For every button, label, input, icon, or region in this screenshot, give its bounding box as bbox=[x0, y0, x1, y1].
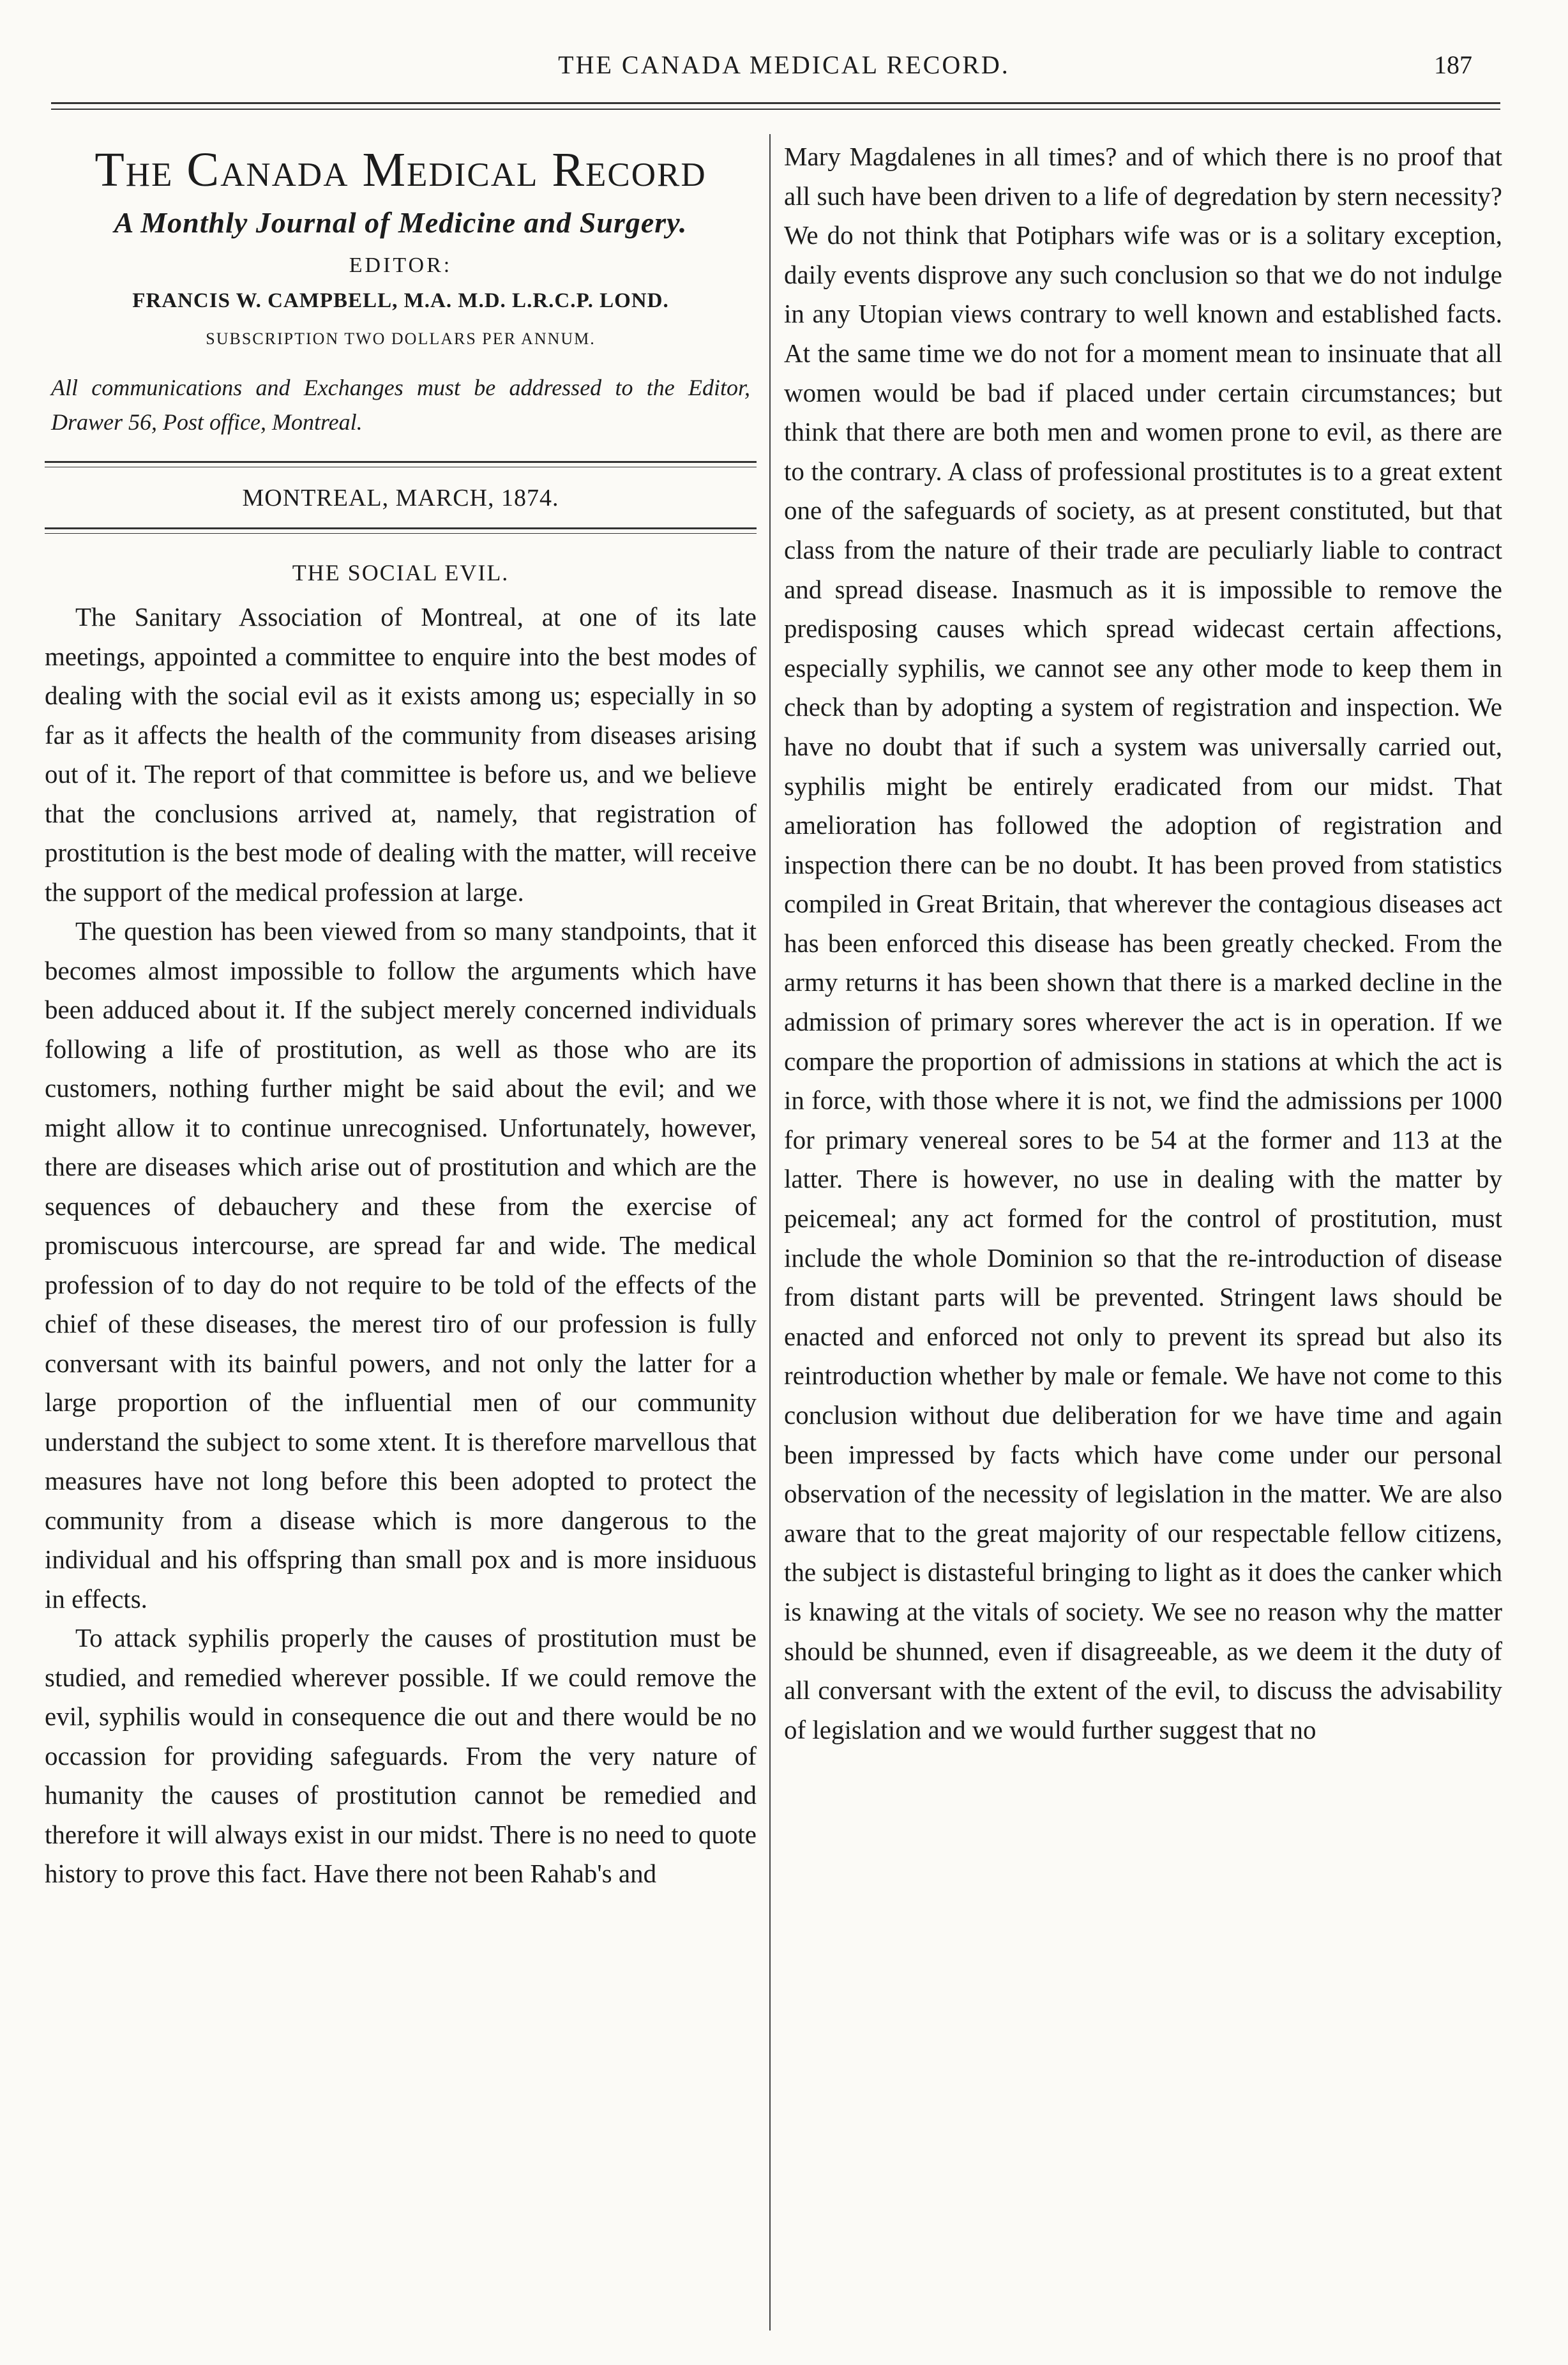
editor-name: FRANCIS W. CAMPBELL, M.A. M.D. L.R.C.P. LOND. bbox=[132, 289, 669, 312]
paragraph: The question has been viewed from so many standpoints, that it becomes almost impossible to follow the arguments which have been adduced about it. If the subject merely concerned individuals following a life of prostitution, as well as those who are its customers, nothing further might be said about the evil; and we might allow it to continue unrecognised. Unfortunately, however, there are diseases which arise out of prostitution and which are the sequences of debauchery and these from the exercise of promiscuous intercourse, are spread far and wide. The medical profession of to day do not require to be told of the effects of the chief of these diseases, the merest tiro of our profession is fully conversant with its bainful powers, and not only the latter for a large proportion of the influential men of our community understand the subject to some xtent. It is therefore marvellous that measures have not long before this been adopted to protect the community from a disease which is more dangerous to the individual and his offspring than small pox and is more insiduous in effects. bbox=[45, 916, 757, 1613]
running-head bbox=[0, 50, 1568, 88]
left-column bbox=[45, 137, 757, 1894]
paragraph: The Sanitary Association of Montreal, at one of its late meetings, appointed a committee to enquire into the best modes of dealing with the social evil as it exists among us; especially in so far as it affects the health of the community from diseases arising out of it. The report of that committee is before us, and we believe that the conclusions arrived at, namely, that registration of prostitution is the best mode of dealing with the matter, will receive the support of the medical profession at large. bbox=[45, 602, 757, 907]
header-rule-thin bbox=[51, 109, 1500, 110]
dateline: MONTREAL, MARCH, 1874. bbox=[242, 485, 559, 511]
right-column bbox=[784, 137, 1502, 1749]
article-title: THE SOCIAL EVIL. bbox=[292, 560, 509, 586]
dateline-rule bbox=[45, 527, 757, 534]
journal-title: The Canada Medical Record bbox=[94, 143, 707, 197]
journal-subtitle: A Monthly Journal of Medicine and Surgery. bbox=[114, 206, 688, 239]
column-divider bbox=[769, 134, 771, 2331]
editor-label: EDITOR: bbox=[349, 253, 453, 277]
running-title: THE CANADA MEDICAL RECORD. bbox=[558, 50, 1010, 79]
article-body-right bbox=[784, 137, 1502, 1749]
paragraph: To attack syphilis properly the causes of prostitution must be studied, and remedied wherever possible. If we could remove the evil, syphilis would in consequence die out and there would be no occassion for providing safeguards. From the very nature of humanity the causes of prostitution cannot be remedied and therefore it will always exist in our midst. There is no need to quote history to prove this fact. Have there not been Rahab's and bbox=[45, 1623, 757, 1888]
article-body-left bbox=[45, 598, 757, 1894]
paragraph: Mary Magdalenes in all times? and of which there is no proof that all such have been driven to a life of degredation by stern necessity? We do not think that Potiphars wife was or is a solitary exception, daily events disprove any such conclusion so that we do not indulge in any Utopian views contrary to well known and established facts. At the same time we do not for a moment mean to insinuate that all women would be bad if placed under certain circumstances; but think that there are both men and women prone to evil, as there are to the contrary. A class of professional prostitutes is to a great extent one of the safeguards of society, as at present constituted, but that class from the nature of their trade are peculiarly liable to contract and spread disease. Inasmuch as it is impossible to remove the predisposing causes which spread widecast certain affections, especially syphilis, we cannot see any other mode to keep them in check than by adopting a system of registration and inspection. We have no doubt that if such a system was universally carried out, syphilis might be entirely eradicated from our midst. That amelioration has followed the adoption of registration and inspection there can be no doubt. It has been proved from statistics compiled in Great Britain, that wherever the contagious diseases act has been enforced this disease has been greatly checked. From the army returns it has been shown that there is a marked decline in the admission of primary sores wherever the act is in operation. If we compare the proportion of admissions in stations at which the act is in force, with those where it is not, we find the admissions per 1000 for primary venereal sores to be 54 at the former and 113 at the latter. There is however, no use in dealing with the matter by peicemeal; any act formed for the control of prostitution, must include the whole Dominion so that the re-introduction of disease from distant parts will be prevented. Stringent laws should be enacted and enforced not only to prevent its spread but also its reintroduction whether by male or female. We have not come to this conclusion without due deliberation for we have time and again been impressed by facts which have come under our personal observation of the necessity of legislation in the matter. We are also aware that to the great majority of our respectable fellow citizens, the subject is distasteful bringing to light as it does the canker which is knawing at the vitals of society. We see no reason why the matter should be shunned, even if disagreeable, as we deem it the duty of all conversant with the extent of the evil, to discuss the advisability of legislation and we would further suggest that no bbox=[784, 142, 1502, 1744]
masthead-rule bbox=[45, 461, 757, 467]
subscription-notice: SUBSCRIPTION TWO DOLLARS PER ANNUM. bbox=[206, 329, 596, 348]
header-rule bbox=[51, 102, 1500, 104]
page-number: 187 bbox=[1434, 50, 1472, 79]
masthead bbox=[45, 142, 757, 439]
address-notice: All communications and Exchanges must be addressed to the Editor, Drawer 56, Post office, Montreal. bbox=[51, 375, 750, 435]
